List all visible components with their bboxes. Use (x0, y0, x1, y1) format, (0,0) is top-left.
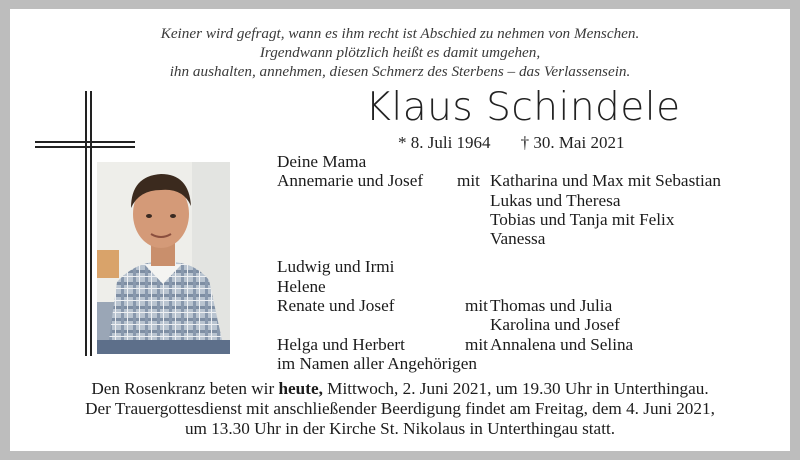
rosary-emphasis: heute, (278, 379, 323, 398)
mourner-child: Lukas und Theresa (490, 190, 621, 210)
mourner-child: Katharina und Max mit Sebastian (490, 171, 722, 191)
death-date: † 30. Mai 2021 (520, 133, 625, 152)
rosary-details: Mittwoch, 2. Juni 2021, um 19.30 Uhr in Unterthingau. (322, 379, 709, 398)
mourner-with: mit (457, 171, 480, 191)
rosary-line (10, 379, 790, 399)
rosary-text: Den Rosenkranz beten wir (91, 379, 279, 398)
cross-horizontal-bar (35, 141, 135, 143)
mourner-name: Helene (277, 276, 326, 296)
mourner-child: Annalena und Selina (490, 334, 634, 354)
mourner-name: Deine Mama (277, 152, 367, 171)
mourner-closing: im Namen aller Angehörigen (277, 353, 477, 373)
poem-line: Keiner wird gefragt, wann es ihm recht ist Abschied zu nehmen von Menschen. (160, 25, 640, 42)
mourner-child: Vanessa (490, 229, 546, 249)
funeral-line: um 13.30 Uhr in der Kirche St. Nikolaus in Unterthingau statt. (184, 419, 616, 438)
poem-line: Irgendwann plötzlich heißt es damit umgehen, (259, 44, 541, 61)
portrait-illustration (97, 162, 230, 354)
mourner-with: mit (465, 334, 488, 354)
mourner-with: mit (465, 296, 488, 316)
deceased-name: Klaus Schindele (365, 85, 681, 130)
portrait-photo (97, 162, 230, 354)
mourner-name: Renate und Josef (277, 296, 395, 316)
cross-horizontal-bar (35, 146, 135, 148)
mourner-name: Annemarie und Josef (277, 171, 424, 191)
service-info (10, 379, 790, 439)
birth-date: * 8. Juli 1964 (398, 133, 491, 152)
mourner-name: Ludwig und Irmi (277, 257, 395, 277)
mourner-child: Karolina und Josef (490, 315, 620, 335)
cross-vertical-bar (85, 91, 87, 356)
mourner-child: Thomas und Julia (490, 296, 613, 316)
poem (10, 24, 790, 81)
cross-vertical-bar (90, 91, 92, 356)
obituary-notice (10, 9, 790, 451)
poem-line: ihn aushalten, annehmen, diesen Schmerz des Sterbens – das Verlassensein. (169, 63, 631, 80)
funeral-line: Der Trauergottesdienst mit anschließender Beerdigung findet am Freitag, dem 4. Juni 2021, (85, 399, 715, 418)
life-dates (398, 133, 624, 153)
mourner-child: Tobias und Tanja mit Felix (490, 209, 675, 229)
mourner-name: Helga und Herbert (277, 334, 405, 354)
